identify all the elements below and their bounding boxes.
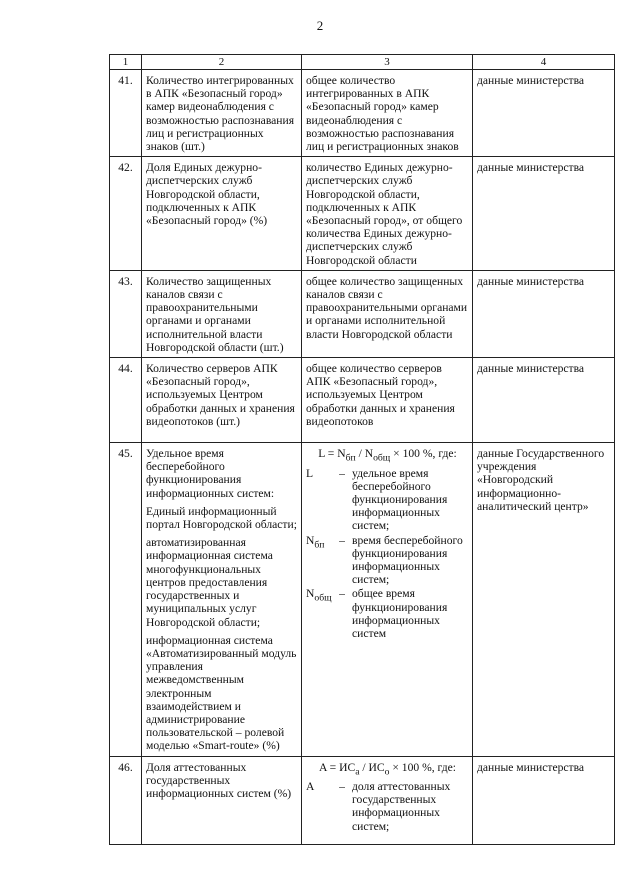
method-cell: общее количество защищенных каналов связи с правоохранительными органами и органами исполнительной власти Новгородской области bbox=[302, 270, 473, 357]
row-number: 41. bbox=[110, 70, 142, 157]
table-row bbox=[110, 756, 615, 844]
method-cell: общее количество серверов АПК «Безопасный город», используемых Центром обработки данных и хранения видеопотоков bbox=[302, 358, 473, 443]
source-cell: данные министерства bbox=[473, 358, 615, 443]
source-cell: данные министерства bbox=[473, 756, 615, 844]
row-number: 44. bbox=[110, 358, 142, 443]
source-cell: данные министерства bbox=[473, 270, 615, 357]
indicator-cell: Доля аттестованных государственных информационных систем (%) bbox=[142, 756, 302, 844]
source-cell: данные министерства bbox=[473, 157, 615, 271]
table-row bbox=[110, 443, 615, 756]
formula-definition: A – доля аттестованных государственных информационных систем; bbox=[306, 780, 451, 833]
row-number: 46. bbox=[110, 756, 142, 844]
formula-definition: $N_{общ}$ – общее время функционирования информационных систем bbox=[306, 587, 448, 641]
method-cell: общее количество интегрированных в АПК «Безопасный город» камер видеонаблюдения с возможностью распознавания лиц и регистрационных знаков bbox=[302, 70, 473, 157]
row-number: 43. bbox=[110, 270, 142, 357]
table-row bbox=[110, 358, 615, 443]
indicator-cell bbox=[142, 443, 302, 756]
indicator-cell: Количество интегрированных в АПК «Безопасный город» камер видеонаблюдения с возможностью распознавания лиц и регистрационных знаков (шт.) bbox=[142, 70, 302, 157]
row-number: 45. bbox=[110, 443, 142, 756]
table-row bbox=[110, 157, 615, 271]
method-cell bbox=[302, 443, 473, 756]
indicator-cell: Количество защищенных каналов связи с правоохранительными органами и органами исполнительной власти Новгородской области (шт.) bbox=[142, 270, 302, 357]
method-cell bbox=[302, 756, 473, 844]
formula: $L = N_{бп} / N_{общ} \times 100$ %, где: bbox=[318, 447, 457, 464]
indicator-paragraph: Единый информационный портал Новгородской области; bbox=[146, 504, 297, 532]
table-header-row bbox=[110, 55, 615, 70]
indicator-cell: Количество серверов АПК «Безопасный город», используемых Центром обработки данных и хранения видеопотоков (шт.) bbox=[142, 358, 302, 443]
indicator-paragraph: информационная система «Автоматизированный модуль управления межведомственным электронным взаимодействием и администрирование пользовательской – ролевой моделью «Smart-route» (%) bbox=[146, 633, 297, 753]
formula-definition: L – удельное время бесперебойного функционирования информационных систем; bbox=[306, 466, 448, 533]
table-row bbox=[110, 270, 615, 357]
indicator-paragraph: автоматизированная информационная система многофункциональных центров предоставления государственных и муниципальных услуг Новгородской области; bbox=[146, 536, 273, 629]
source-cell: данные Государственного учреждения «Новгородский информационно-аналитический центр» bbox=[473, 443, 615, 756]
row-number: 42. bbox=[110, 157, 142, 271]
formula: $A = ИС_а / ИС_о \times 100$ %, где: bbox=[319, 760, 456, 777]
indicator-cell: Доля Единых дежурно-диспетчерских служб Новгородской области, подключенных к АПК «Безопасный город» (%) bbox=[142, 157, 302, 271]
page-number: 2 bbox=[316, 18, 324, 33]
header-col-4: 4 bbox=[473, 55, 615, 70]
table-row bbox=[110, 70, 615, 157]
formula-definition: $N_{бп}$ – время бесперебойного функционирования информационных систем; bbox=[306, 533, 463, 587]
header-col-2: 2 bbox=[142, 55, 302, 70]
indicator-paragraph: Удельное время бесперебойного функционирования информационных систем: bbox=[146, 447, 275, 500]
indicators-table bbox=[109, 54, 615, 845]
header-col-3: 3 bbox=[302, 55, 473, 70]
method-cell: количество Единых дежурно-диспетчерских служб Новгородской области, подключенных к АПК «Безопасный город», от общего количества Единых дежурно-диспетчерских служб Новгородской области bbox=[302, 157, 473, 271]
source-cell: данные министерства bbox=[473, 70, 615, 157]
header-col-1: 1 bbox=[110, 55, 142, 70]
